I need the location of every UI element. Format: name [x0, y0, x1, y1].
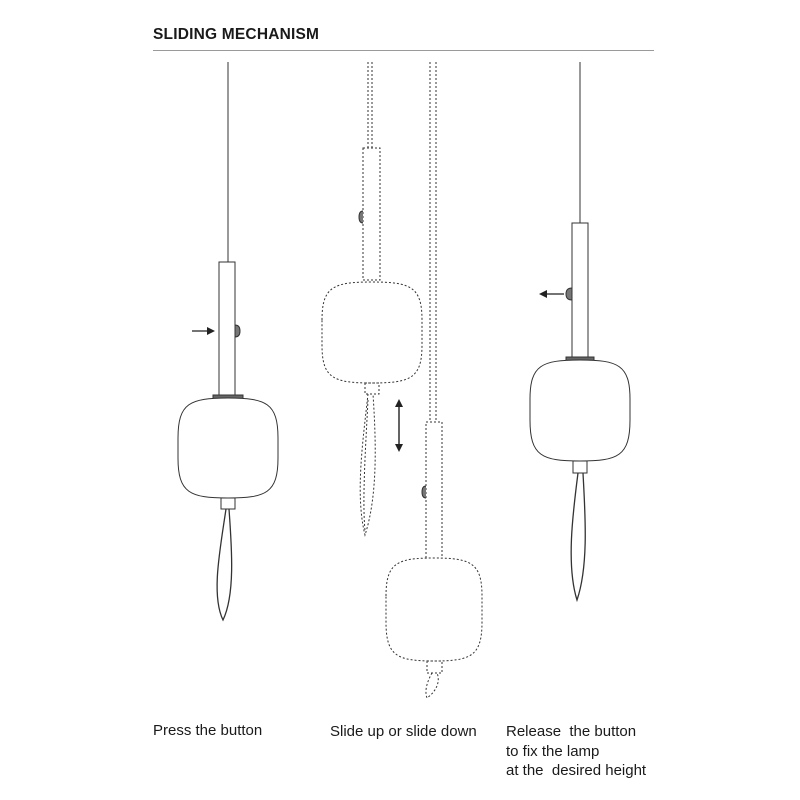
diagram-title: SLIDING MECHANISM: [153, 26, 320, 43]
caption-release: [506, 722, 646, 781]
caption-line: Release the button: [506, 723, 637, 740]
lamp-shade: [178, 398, 278, 498]
lamp-bottom-cap: [573, 461, 587, 473]
lamp-pull-loop: [571, 473, 585, 600]
lamp-bottom-cap-lower: [427, 661, 442, 673]
lamp-tube-ghost: [363, 148, 380, 280]
lamp-tube: [219, 262, 235, 397]
lamp-tube: [572, 223, 588, 359]
lamp-shade-lower: [386, 558, 482, 661]
lamp-shade: [530, 360, 630, 461]
lamp-bottom-cap-ghost: [365, 383, 379, 394]
lamp-pull-loop: [217, 509, 232, 620]
caption-line: to fix the lamp: [506, 742, 600, 760]
caption-slide: [330, 722, 477, 742]
lamp-pull-loop-lower: [426, 673, 438, 698]
caption-line: Press the button: [153, 722, 263, 739]
lamp-slide: [322, 62, 482, 698]
lamp-shade-ghost: [322, 282, 422, 383]
lamp-pull-loop-ghost: [360, 394, 375, 535]
lamp-button: [566, 288, 572, 300]
lamp-bottom-cap: [221, 498, 235, 509]
caption-line: at the desired height: [506, 762, 647, 779]
caption-line: Slide up or slide down: [330, 723, 477, 740]
lamp-button-ghost: [359, 211, 363, 223]
lamp-press: [178, 62, 278, 620]
caption-press: [153, 721, 262, 741]
lamp-tube-lower: [426, 422, 442, 562]
lamp-button: [235, 325, 240, 337]
lamp-release: [530, 62, 630, 600]
lamp-button-lower: [422, 486, 426, 498]
